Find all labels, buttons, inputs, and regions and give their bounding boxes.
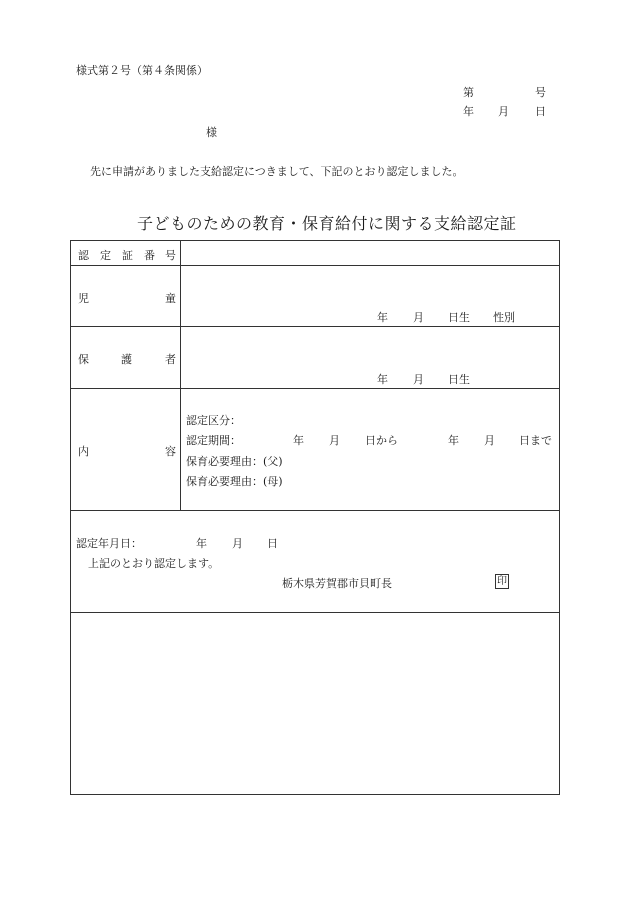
guardian-birth-day: 日生 — [448, 373, 470, 386]
period-to-month: 月 — [484, 434, 495, 447]
guardian-field[interactable] — [182, 329, 558, 386]
row-divider — [70, 510, 560, 511]
form-number: 様式第２号（第４条関係） — [76, 64, 208, 77]
content-label-left: 内 — [78, 445, 89, 458]
intro-text: 先に申請がありました支給認定につきまして、下記のとおり認定しました。 — [90, 165, 464, 178]
doc-number-suffix: 号 — [535, 86, 546, 99]
addressee-suffix: 様 — [206, 126, 217, 139]
period-to-day: 日まで — [519, 434, 552, 447]
care-reason-father: 保育必要理由：(父) — [186, 455, 283, 468]
issue-date-day: 日 — [535, 105, 546, 118]
document-title: 子どものための教育・保育給付に関する支給認定証 — [137, 214, 517, 233]
column-divider — [180, 240, 181, 510]
certification-month: 月 — [232, 537, 243, 550]
period-from-day: 日から — [365, 434, 398, 447]
row-divider — [70, 388, 560, 389]
row-divider — [70, 265, 560, 266]
child-birth-month: 月 — [413, 311, 424, 324]
guardian-birth-month: 月 — [413, 373, 424, 386]
doc-number-prefix: 第 — [463, 86, 474, 99]
period-from-month: 月 — [329, 434, 340, 447]
child-birth-day: 日生 — [448, 311, 470, 324]
period-from-year: 年 — [293, 434, 304, 447]
certification-year: 年 — [196, 537, 207, 550]
certification-date-label: 認定年月日： — [76, 537, 142, 550]
row-divider — [70, 612, 560, 613]
care-reason-mother: 保育必要理由：(母) — [186, 475, 283, 488]
content-label-right: 容 — [165, 445, 176, 458]
issue-date-year: 年 — [463, 105, 474, 118]
child-label-right: 童 — [165, 292, 176, 305]
official-seal-mark: 印 — [497, 576, 507, 587]
issue-date-month: 月 — [498, 105, 509, 118]
row-divider — [70, 326, 560, 327]
certification-day: 日 — [267, 537, 278, 550]
guardian-birth-year: 年 — [377, 373, 388, 386]
period-to-year: 年 — [448, 434, 459, 447]
cert-number-field[interactable] — [182, 242, 558, 264]
certification-statement: 上記のとおり認定します。 — [88, 557, 220, 570]
issuer-name: 栃木県芳賀郡市貝町長 — [282, 577, 392, 590]
certification-period-label: 認定期間： — [186, 434, 241, 447]
remarks-area[interactable] — [72, 614, 558, 792]
child-gender: 性別 — [493, 311, 515, 324]
certification-category: 認定区分： — [186, 414, 241, 427]
child-label-left: 児 — [78, 292, 89, 305]
child-birth-year: 年 — [377, 311, 388, 324]
